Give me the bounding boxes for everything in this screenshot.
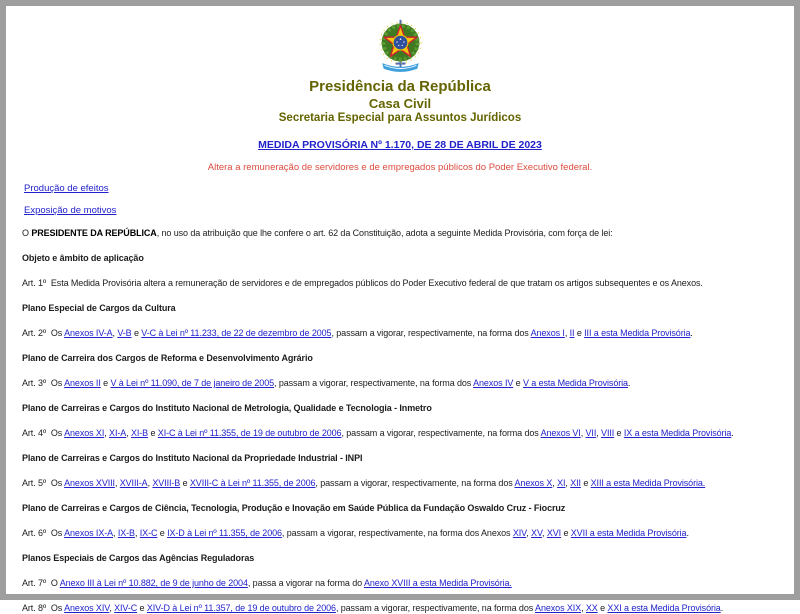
inline-link[interactable]: XI-A: [109, 428, 127, 438]
inline-link[interactable]: Anexos XIV: [64, 603, 110, 613]
org-dept: Casa Civil: [368, 96, 432, 111]
inline-link[interactable]: XVIII-B: [152, 478, 181, 488]
preamble: O PRESIDENTE DA REPÚBLICA, no uso da atribuição que lhe confere o art. 62 da Constituição, adota a seguinte Medida Provisória, com força de lei:: [22, 228, 613, 238]
inline-link[interactable]: Anexos II: [64, 378, 101, 388]
article-3: Art. 3º Os Anexos II e V à Lei nº 11.090, de 7 de janeiro de 2005, passam a vigorar, respectivamente, na forma dos Anexos IV e V a esta Medida Provisória.: [22, 378, 631, 388]
inline-link[interactable]: VIII: [601, 428, 615, 438]
inline-link[interactable]: XVIII-A: [119, 478, 148, 488]
section-heading: Plano de Carreira dos Cargos de Reforma e Desenvolvimento Agrário: [22, 353, 313, 363]
brazil-coat-of-arms-icon: [372, 17, 429, 75]
inline-link[interactable]: Anexos I: [530, 328, 565, 338]
inline-link[interactable]: XX: [585, 603, 598, 613]
section-heading: Planos Especiais de Cargos das Agências Reguladoras: [22, 553, 255, 563]
inline-link[interactable]: Anexos IV: [473, 378, 514, 388]
ementa-text: Altera a remuneração de servidores e de empregados públicos do Poder Executivo federal.: [207, 162, 593, 173]
inline-link[interactable]: Anexos VI: [540, 428, 581, 438]
producao-de-efeitos-row: [24, 183, 794, 195]
inline-link[interactable]: XII: [570, 478, 581, 488]
inline-link[interactable]: Anexos XI: [64, 428, 105, 438]
document-header: [6, 6, 794, 174]
inline-link[interactable]: IX-B: [117, 528, 135, 538]
inline-link[interactable]: XIV-C: [114, 603, 138, 613]
inline-link[interactable]: IX-D à Lei nº 11.355, de 2006: [167, 528, 282, 538]
section-heading: Plano de Carreiras e Cargos de Ciência, Tecnologia, Produção e Inovação em Saúde Pública da Fundação Oswaldo Cruz - Fiocruz: [22, 503, 566, 513]
inline-link[interactable]: Anexos X: [514, 478, 553, 488]
inline-link[interactable]: Anexos IV-A: [64, 328, 113, 338]
inline-link[interactable]: Anexos XIX: [535, 603, 582, 613]
mp-title-row: [6, 135, 794, 153]
section-heading: Plano de Carreiras e Cargos do Instituto Nacional da Propriedade Industrial - INPI: [22, 453, 363, 463]
article-6: Art. 6º Os Anexos IX-A, IX-B, IX-C e IX-D à Lei nº 11.355, de 2006, passam a vigorar, respectivamente, na forma dos Anexos XIV, XV, XVI e XVII a esta Medida Provisória.: [22, 528, 689, 538]
bold-text: PRESIDENTE DA REPÚBLICA: [31, 228, 157, 238]
section-heading: Plano Especial de Cargos da Cultura: [22, 303, 176, 313]
inline-link[interactable]: XVIII-C à Lei nº 11.355, de 2006: [189, 478, 316, 488]
section-heading: Objeto e âmbito de aplicação: [22, 253, 144, 263]
inline-link[interactable]: III a esta Medida Provisória: [584, 328, 691, 338]
inline-link[interactable]: Anexos XVIII: [64, 478, 115, 488]
exposicao-de-motivos-link[interactable]: Exposição de motivos: [24, 205, 117, 216]
inline-link[interactable]: V-B: [117, 328, 132, 338]
inline-link[interactable]: Anexo XVIII a esta Medida Provisória.: [363, 578, 512, 588]
inline-link[interactable]: XI: [557, 478, 566, 488]
side-links: [24, 183, 794, 217]
inline-link[interactable]: V-C à Lei nº 11.233, de 22 de dezembro de 2005: [141, 328, 332, 338]
article-4: Art. 4º Os Anexos XI, XI-A, XI-B e XI-C à Lei nº 11.355, de 19 de outubro de 2006, passam a vigorar, respectivamente, na forma dos Anexos VI, VII, VIII e IX a esta Medida Provisória.: [22, 428, 734, 438]
inline-link[interactable]: VII: [585, 428, 597, 438]
article-1: Art. 1º Esta Medida Provisória altera a remuneração de servidores e de empregados públicos do Poder Executivo federal de que tratam os artigos subsequentes e os Anexos.: [22, 278, 703, 288]
article-2: Art. 2º Os Anexos IV-A, V-B e V-C à Lei nº 11.233, de 22 de dezembro de 2005, passam a vigorar, respectivamente, na forma dos Anexos I, II e III a esta Medida Provisória.: [22, 328, 693, 338]
inline-link[interactable]: XIV-D à Lei nº 11.357, de 19 de outubro de 2006: [146, 603, 336, 613]
document-body: [22, 227, 778, 614]
mp-title-link[interactable]: MEDIDA PROVISÓRIA Nº 1.170, DE 28 DE ABRIL DE 2023: [258, 139, 542, 151]
article-5: Art. 5º Os Anexos XVIII, XVIII-A, XVIII-B e XVIII-C à Lei nº 11.355, de 2006, passam a vigorar, respectivamente, na forma dos Anexos X, XI, XII e XIII a esta Medida Provisória.: [22, 478, 706, 488]
inline-link[interactable]: Anexos IX-A: [64, 528, 114, 538]
inline-link[interactable]: IX-C: [139, 528, 158, 538]
inline-link[interactable]: V à Lei nº 11.090, de 7 de janeiro de 2005: [110, 378, 275, 388]
org-title: Presidência da República: [309, 78, 491, 95]
inline-link[interactable]: IX a esta Medida Provisória: [623, 428, 732, 438]
org-secretariat: Secretaria Especial para Assuntos Jurídicos: [278, 112, 522, 124]
producao-de-efeitos-link[interactable]: Produção de efeitos: [24, 183, 109, 194]
inline-link[interactable]: V a esta Medida Provisória: [522, 378, 628, 388]
section-heading: Plano de Carreiras e Cargos do Instituto Nacional de Metrologia, Qualidade e Tecnologia - Inmetro: [22, 403, 432, 413]
inline-link[interactable]: XV: [531, 528, 543, 538]
inline-link[interactable]: XXI a esta Medida Provisória: [607, 603, 721, 613]
inline-link[interactable]: XI-B: [130, 428, 149, 438]
inline-link[interactable]: XVII a esta Medida Provisória: [570, 528, 687, 538]
article-7: Art. 7º O Anexo III à Lei nº 10.882, de 9 de junho de 2004, passa a vigorar na forma do Anexo XVIII a esta Medida Provisória.: [22, 578, 512, 588]
inline-link[interactable]: XI-C à Lei nº 11.355, de 19 de outubro de 2006: [157, 428, 342, 438]
inline-link[interactable]: Anexo III à Lei nº 10.882, de 9 de junho de 2004: [59, 578, 248, 588]
inline-link[interactable]: XIII a esta Medida Provisória.: [590, 478, 706, 488]
article-8: Art. 8º Os Anexos XIV, XIV-C e XIV-D à Lei nº 11.357, de 19 de outubro de 2006, passam a vigorar, respectivamente, na forma dos Anexos XIX, XX e XXI a esta Medida Provisória.: [22, 603, 724, 613]
inline-link[interactable]: XVI: [546, 528, 562, 538]
inline-link[interactable]: XIV: [512, 528, 527, 538]
inline-link[interactable]: II: [569, 328, 575, 338]
exposicao-de-motivos-row: [24, 205, 794, 217]
